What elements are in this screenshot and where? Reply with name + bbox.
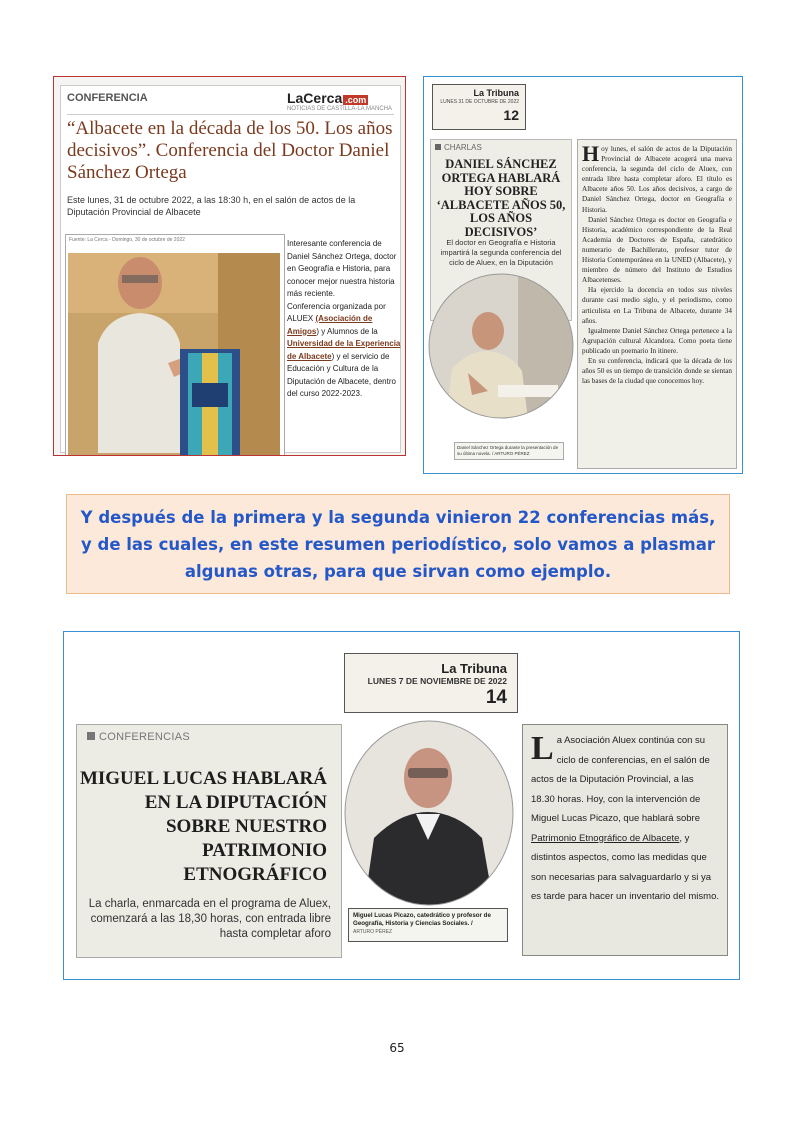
- article-subhead: Este lunes, 31 de octubre 2022, a las 18:30 h, en el salón de actos de la Diputación Provincial de Albacete: [67, 195, 356, 217]
- drop-cap: H: [582, 141, 600, 166]
- article-body: [522, 724, 728, 956]
- masthead-name: La Tribuna: [473, 88, 519, 98]
- masthead-date: LUNES 7 DE NOVIEMBRE DE 2022: [367, 676, 507, 686]
- masthead: [432, 84, 526, 130]
- summary-callout: [66, 494, 730, 594]
- article-subhead: La charla, enmarcada en el programa de Aluex, comenzará a las 18,30 horas, con entrada libre hasta completar aforo: [88, 898, 331, 940]
- caption-text: Miguel Lucas Picazo, catedrático y profesor de Geografía, Historia y Ciencias Sociales. /: [353, 912, 491, 927]
- drop-cap: L: [531, 730, 554, 767]
- masthead-name: La Tribuna: [441, 661, 507, 676]
- page-number: 65: [389, 1041, 405, 1055]
- body-text: , y distintos aspectos, como las medidas que son necesarias para salvaguardarlo y si ya es tarde para hacer un inventario del mismo.: [531, 832, 719, 902]
- photo-caption: Daniel Sánchez Ortega durante la presentación de su última novela. / ARTURO PÉREZ: [454, 442, 564, 460]
- universidad-experiencia-link[interactable]: Universidad de la Experiencia de Albacete: [287, 339, 401, 361]
- section-label: CHARLAS: [435, 143, 482, 152]
- speaker-photo: [65, 234, 285, 456]
- lacerca-article: [60, 85, 401, 453]
- body-paragraph-2: [287, 301, 401, 401]
- lacerca-logo: [287, 90, 392, 112]
- body-text: oy lunes, el salón de actos de la Diputación Provincial de Albacete acogerá una nueva conferencia, la segunda del ciclo de Aluex, con entrada libre hasta completar aforo. El título es Albacete años 50. Los años decisivos, a cargo de Daniel Sánchez Ortega, doctor en Geografía e Historia.: [582, 145, 732, 214]
- photo-caption: [348, 908, 508, 942]
- body-paragraph-5: En su conferencia, indicará que la década de los años 50 es un tiempo de transición donde se sientan las bases de la ciudad que conocemos hoy.: [582, 356, 732, 386]
- speaker-at-lectern-image: [68, 253, 280, 456]
- tribuna-october-clipping: [423, 76, 743, 474]
- speaker-circle-photo: [344, 720, 514, 906]
- masthead-page: 14: [485, 687, 507, 708]
- article-headline: DANIEL SÁNCHEZ ORTEGA HABLARÁ HOY SOBRE ‘ALBACETE AÑOS 50, LOS AÑOS DECISIVOS’: [436, 157, 566, 239]
- body-paragraph-2: Daniel Sánchez Ortega es doctor en Geografía e Historia, académico correspondiente de la Real Academia de Doctores de España, catedrático numerario de Bachillerato, profesor tutor de Historia Contemporánea en la UNED (Albacete), y miembro de número del Instituto de Estudios Albacetenses.: [582, 215, 732, 285]
- caption-credit: ARTURO PÉREZ: [353, 929, 393, 935]
- speaker-circle-photo: [428, 273, 574, 419]
- lacerca-clipping: [53, 76, 406, 456]
- callout-text: Y después de la primera y la segunda vinieron 22 conferencias más, y de las cuales, en este resumen periodístico, solo vamos a plasmar algunas otras, para que sirvan como ejemplo.: [80, 507, 716, 581]
- body-paragraph-1: Interesante conferencia de Daniel Sánchez Ortega, doctor en Geografía e Historia, para conocer mejor nuestra historia más reciente.: [287, 239, 397, 298]
- body-paragraph-3: Ha ejercido la docencia en todos sus niveles durante casi medio siglo, y el periodismo, como articulista en La Tribuna de Albacete, durante 34 años.: [582, 286, 732, 325]
- body-topic: Patrimonio Etnográfico de Albacete: [531, 832, 680, 844]
- logo-tagline: NOTICIAS DE CASTILLA-LA MANCHA: [286, 106, 392, 112]
- headline-box: [76, 724, 342, 958]
- article-body: [577, 139, 737, 469]
- header-divider: [67, 114, 394, 115]
- logo-suffix: .com: [345, 95, 367, 105]
- masthead-date: LUNES 31 DE OCTUBRE DE 2022: [440, 99, 519, 105]
- masthead: [344, 653, 518, 713]
- body-text: ) y Alumnos de la: [316, 326, 378, 336]
- logo-name: LaCerca: [286, 90, 343, 106]
- aluex-link[interactable]: (Asociación de Amigos: [287, 314, 373, 336]
- body-text: ) y el servicio de Educación y Cultura de la Diputación de Albacete, dentro del curso 2022-2023.: [287, 351, 396, 398]
- article-headline: “Albacete en la década de los 50. Los años decisivos”. Conferencia del Doctor Daniel Sánchez Ortega: [67, 118, 393, 183]
- body-text: Conferencia organizada por ALUEX: [287, 301, 386, 323]
- section-label: CONFERENCIA: [67, 92, 148, 104]
- article-headline: MIGUEL LUCAS HABLARÁ EN LA DIPUTACIÓN SOBRE NUESTRO PATRIMONIO ETNOGRÁFICO: [79, 768, 327, 885]
- body-paragraph-1: [582, 141, 732, 215]
- body-paragraph-4: Igualmente Daniel Sánchez Ortega pertenece a la Agrupación cultural Alcandora. Como poeta tiene publicado un poemario In itinere.: [582, 326, 732, 355]
- section-label: CONFERENCIAS: [87, 731, 190, 743]
- article-subhead: El doctor en Geografía e Historia impartirá la segunda conferencia del ciclo de Aluex, en la Diputación: [440, 238, 562, 267]
- masthead-page: 12: [503, 107, 519, 123]
- body-text: a Asociación Aluex continúa con su ciclo de conferencias, en el salón de actos de la Diputación Provincial, a las 18.30 horas. Hoy, con la intervención de Miguel Lucas Picazo, que hablará sobre: [531, 735, 710, 824]
- article-body: [287, 238, 401, 401]
- tribuna-november-clipping: [63, 631, 740, 980]
- photo-source: Fuente: La Cerca - Domingo, 30 de octubre de 2022: [69, 237, 185, 243]
